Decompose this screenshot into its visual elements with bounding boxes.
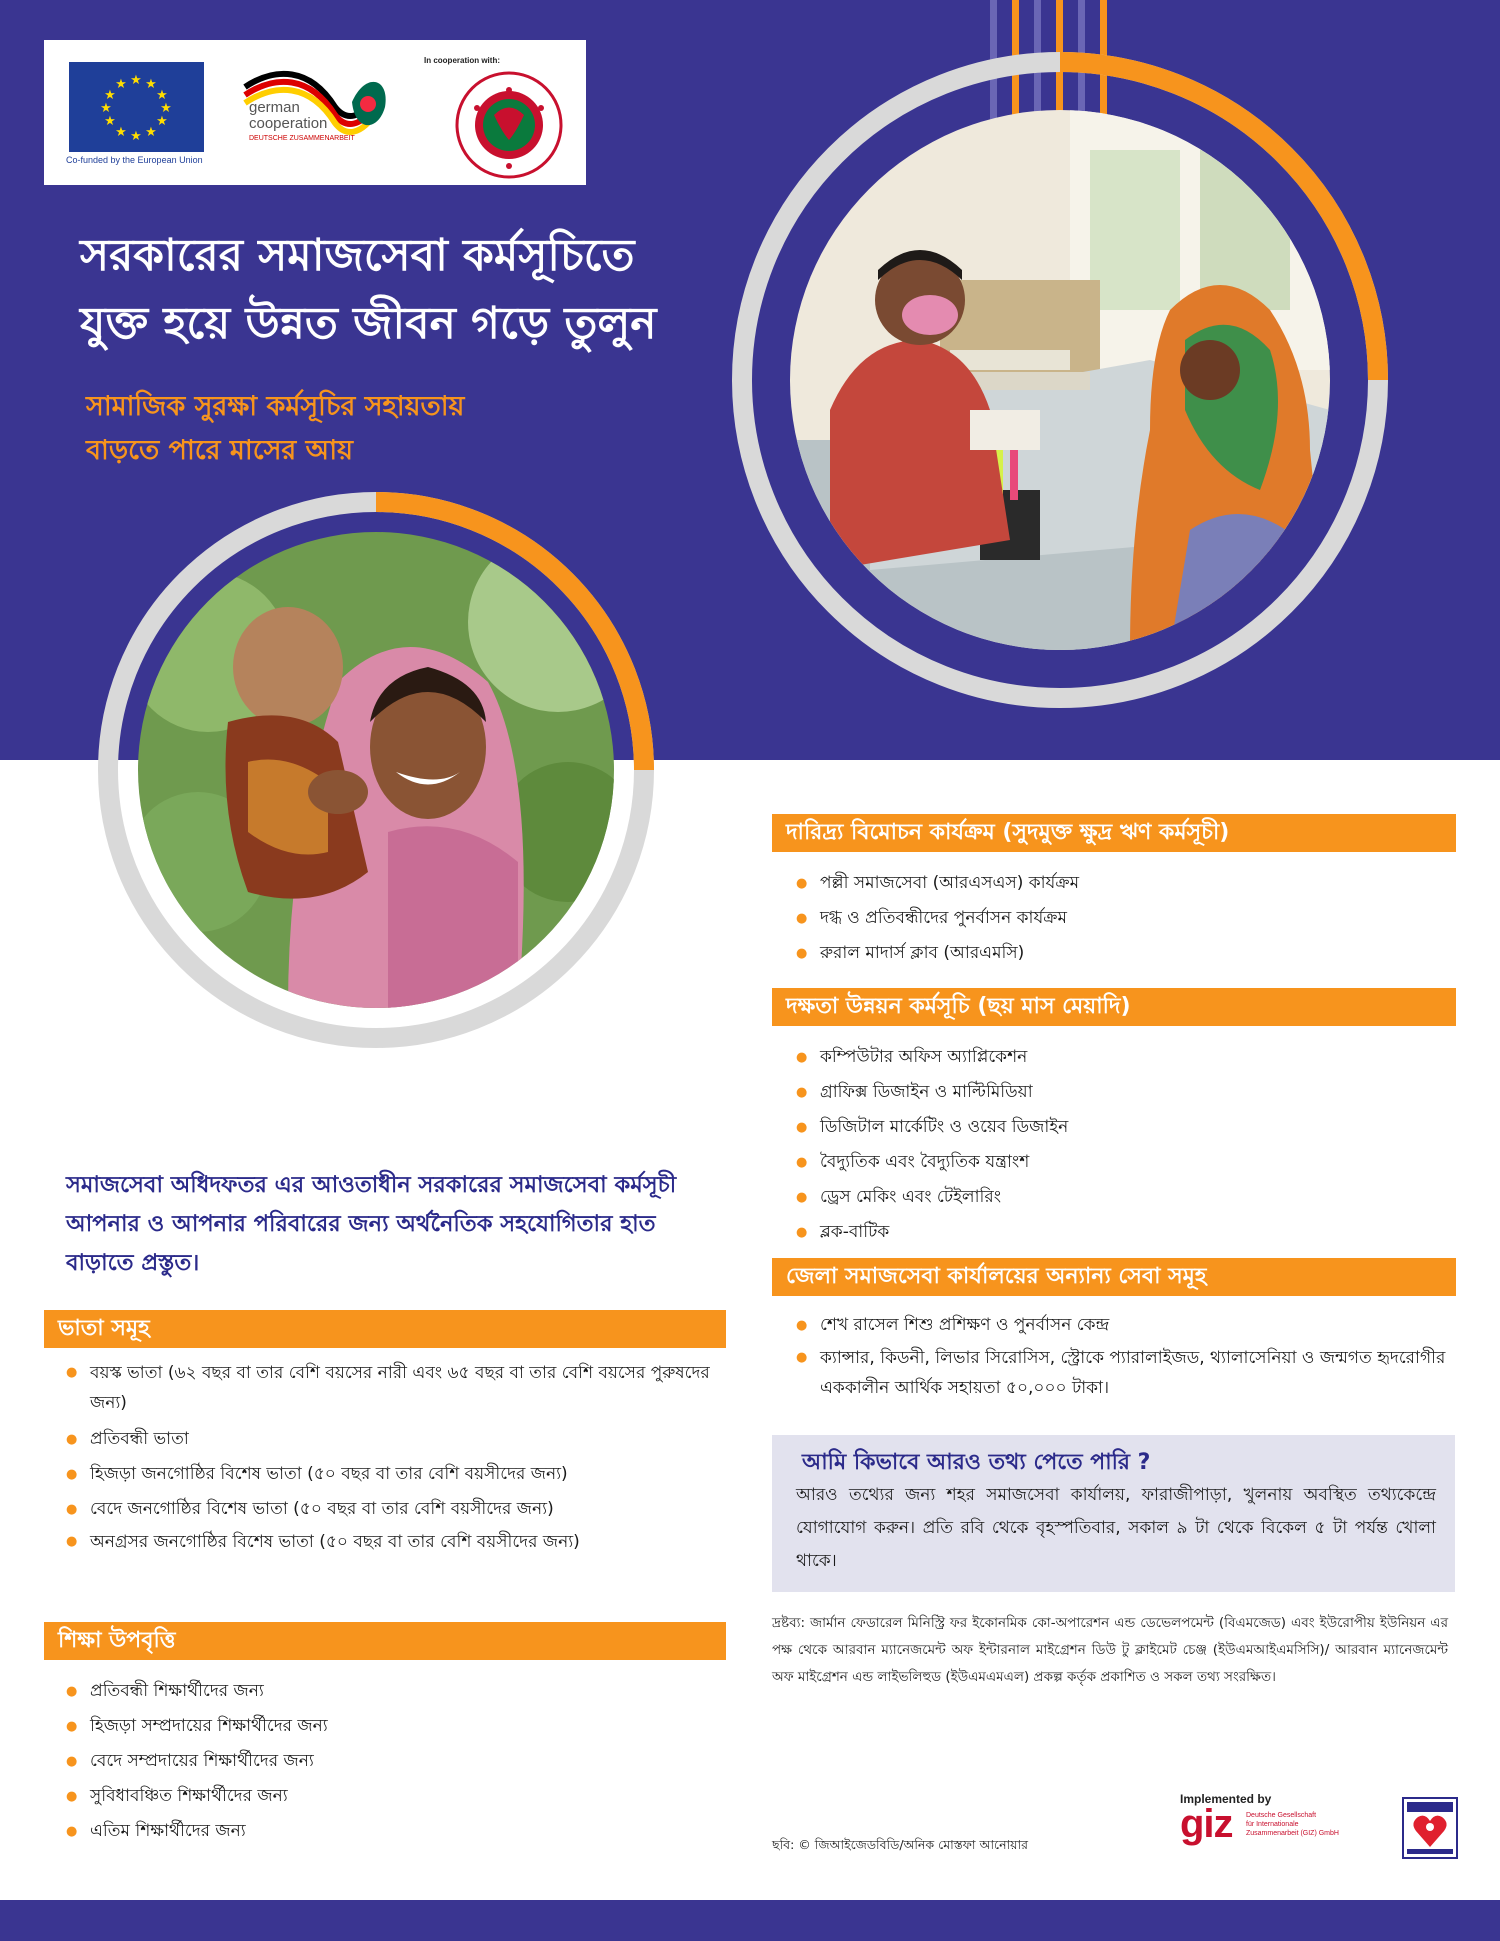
district-services-heading: জেলা সমাজসেবা কার্যালয়ের অন্যান্য সেবা সমূহ xyxy=(772,1258,1456,1296)
list-item: ● ব্লক-বাটিক xyxy=(796,1215,1446,1250)
svg-text:★: ★ xyxy=(100,101,112,116)
mother-child-photo xyxy=(138,532,614,1008)
list-item: ● শেখ রাসেল শিশু প্রশিক্ষণ ও পুনর্বাসন কেন্দ্র xyxy=(796,1308,1446,1343)
giz-full-name: Deutsche Gesellschaft für Internationale Zusammenarbeit (GIZ) GmbH xyxy=(1246,1812,1339,1837)
stipend-heading: শিক্ষা উপবৃত্তি xyxy=(44,1622,726,1660)
mother-child-photo-frame xyxy=(96,490,656,1050)
list-item: ● দগ্ধ ও প্রতিবন্ধীদের পুনর্বাসন কার্যক্রম xyxy=(796,901,1446,936)
svg-text:★: ★ xyxy=(156,88,168,103)
eu-flag-logo xyxy=(69,62,204,152)
list-item: ● বেদে সম্প্রদায়ের শিক্ষার্থীদের জন্য xyxy=(66,1744,716,1779)
list-item: ● এতিম শিক্ষার্থীদের জন্য xyxy=(66,1814,716,1849)
list-item: ● বৈদ্যুতিক এবং বৈদ্যুতিক যন্ত্রাংশ xyxy=(796,1145,1446,1180)
list-item: ● ক্যান্সার, কিডনী, লিভার সিরোসিস, স্ট্রোকে প্যারালাইজড, থ্যালাসেনিয়া ও জন্মগত হৃদরোগীর এককালীন আর্থিক সহায়তা ৫০,০০০ টাকা। xyxy=(796,1343,1446,1403)
stipend-list xyxy=(66,1674,716,1849)
allowances-list xyxy=(66,1358,716,1561)
svg-text:★: ★ xyxy=(104,88,116,103)
svg-text:★: ★ xyxy=(115,77,127,92)
svg-text:★: ★ xyxy=(104,114,116,129)
office-photo xyxy=(790,110,1330,650)
svg-text:★: ★ xyxy=(156,114,168,129)
intro-paragraph: সমাজসেবা অধিদফতর এর আওতাধীন সরকারের সমাজসেবা কর্মসূচী আপনার ও আপনার পরিবারের জন্য অর্থনৈতিক সহযোগিতার হাত বাড়াতে প্রস্তুত। xyxy=(66,1172,677,1276)
skills-list xyxy=(796,1040,1446,1250)
allowances-heading: ভাতা সমূহ xyxy=(44,1310,726,1348)
photo-credit: ছবি: © জিআইজেডবিডি/অনিক মোস্তফা আনোয়ার xyxy=(772,1837,1029,1852)
implemented-by-label: Implemented by xyxy=(1180,1792,1272,1806)
contact-answer: আরও তথ্যের জন্য শহর সমাজসেবা কার্যালয়, ফারাজীপাড়া, খুলনায় অবস্থিত তথ্যকেন্দ্রে যোগাযোগ করুন। প্রতি রবি থেকে বৃহস্পতিবার, সকাল ৯ টা থেকে বিকেল ৫ টা পর্যন্ত খোলা থাকে। xyxy=(796,1485,1436,1571)
list-item: ● ড্রেস মেকিং এবং টেইলারিং xyxy=(796,1180,1446,1215)
list-item: ● অনগ্রসর জনগোষ্ঠির বিশেষ ভাতা (৫০ বছর বা তার বেশি বয়সীদের জন্য) xyxy=(66,1527,716,1557)
skills-heading: দক্ষতা উন্নয়ন কর্মসূচি (ছয় মাস মেয়াদি) xyxy=(772,988,1456,1026)
list-item: ● বয়স্ক ভাতা (৬২ বছর বা তার বেশি বয়সের নারী এবং ৬৫ বছর বা তার বেশি বয়সের পুরুষদের জন্য) xyxy=(66,1358,716,1418)
svg-text:★: ★ xyxy=(145,125,157,140)
list-item: ● প্রতিবন্ধী শিক্ষার্থীদের জন্য xyxy=(66,1674,716,1709)
partner-logo-strip xyxy=(44,40,586,185)
contact-question: আমি কিভাবে আরও তথ্য পেতে পারি ? xyxy=(802,1450,1151,1475)
list-item: ● ডিজিটাল মার্কেটিং ও ওয়েব ডিজাইন xyxy=(796,1110,1446,1145)
publication-note: দ্রষ্টব্য: জার্মান ফেডারেল মিনিস্ট্রি ফর ইকোনমিক কো-অপারেশন এন্ড ডেভেলপমেন্ট (বিএমজেড) এবং ইউরোপীয় ইউনিয়ন এর পক্ষ থেকে আরবান ম্যানেজমেন্ট অফ ইন্টারনাল মাইগ্রেশন ডিউ টু ক্লাইমেট চেঞ্জ (ইউএমআইএমসিসি)/ আরবান ম্যানেজমেন্ট অফ মাইগ্রেশন এন্ড লাইভলিহুড (ইউএমএমএল) প্রকল্প কর্তৃক প্রকাশিত ও সকল তথ্য সংরক্ষিত। xyxy=(772,1615,1448,1685)
list-item: ● গ্রাফিক্স ডিজাইন ও মাল্টিমিডিয়া xyxy=(796,1075,1446,1110)
svg-text:★: ★ xyxy=(115,125,127,140)
footer-band xyxy=(0,1900,1500,1941)
list-item: ● পল্লী সমাজসেবা (আরএসএস) কার্যক্রম xyxy=(796,866,1446,901)
eu-caption: Co-funded by the European Union xyxy=(66,155,203,165)
poverty-list xyxy=(796,866,1446,971)
office-photo-frame xyxy=(730,50,1390,710)
department-of-social-services-logo xyxy=(1402,1797,1458,1859)
bangladesh-government-seal xyxy=(454,70,564,180)
list-item: ● রুরাল মাদার্স ক্লাব (আরএমসি) xyxy=(796,936,1446,971)
poverty-heading: দারিদ্র্য বিমোচন কার্যক্রম (সুদমুক্ত ক্ষুদ্র ঋণ কর্মসূচী) xyxy=(772,814,1456,852)
list-item: ● প্রতিবন্ধী ভাতা xyxy=(66,1422,716,1457)
svg-text:★: ★ xyxy=(130,73,142,88)
contact-info-box xyxy=(772,1435,1455,1592)
list-item: ● বেদে জনগোষ্ঠির বিশেষ ভাতা (৫০ বছর বা তার বেশি বয়সীদের জন্য) xyxy=(66,1492,716,1527)
german-cooperation-wordmark: german cooperation xyxy=(249,99,328,132)
german-cooperation-subtitle: DEUTSCHE ZUSAMMENARBEIT xyxy=(249,135,355,142)
page-headline: সরকারের সমাজসেবা কর্মসূচিতে যুক্ত হয়ে উন্নত জীবন গড়ে তুলুন xyxy=(80,230,657,349)
district-services-list xyxy=(796,1308,1446,1407)
giz-logo: giz xyxy=(1180,1802,1233,1846)
list-item: ● সুবিধাবঞ্চিত শিক্ষার্থীদের জন্য xyxy=(66,1779,716,1814)
list-item: ● হিজড়া সম্প্রদায়ের শিক্ষার্থীদের জন্য xyxy=(66,1709,716,1744)
svg-text:★: ★ xyxy=(145,77,157,92)
svg-text:★: ★ xyxy=(160,101,172,116)
svg-text:★: ★ xyxy=(130,129,142,144)
list-item: ● কম্পিউটার অফিস অ্যাপ্লিকেশন xyxy=(796,1040,1446,1075)
cooperation-label: In cooperation with: xyxy=(424,56,500,65)
page-subheadline: সামাজিক সুরক্ষা কর্মসূচির সহায়তায় বাড়তে পারে মাসের আয় xyxy=(86,391,465,466)
list-item: ● হিজড়া জনগোষ্ঠির বিশেষ ভাতা (৫০ বছর বা তার বেশি বয়সীদের জন্য) xyxy=(66,1457,716,1492)
